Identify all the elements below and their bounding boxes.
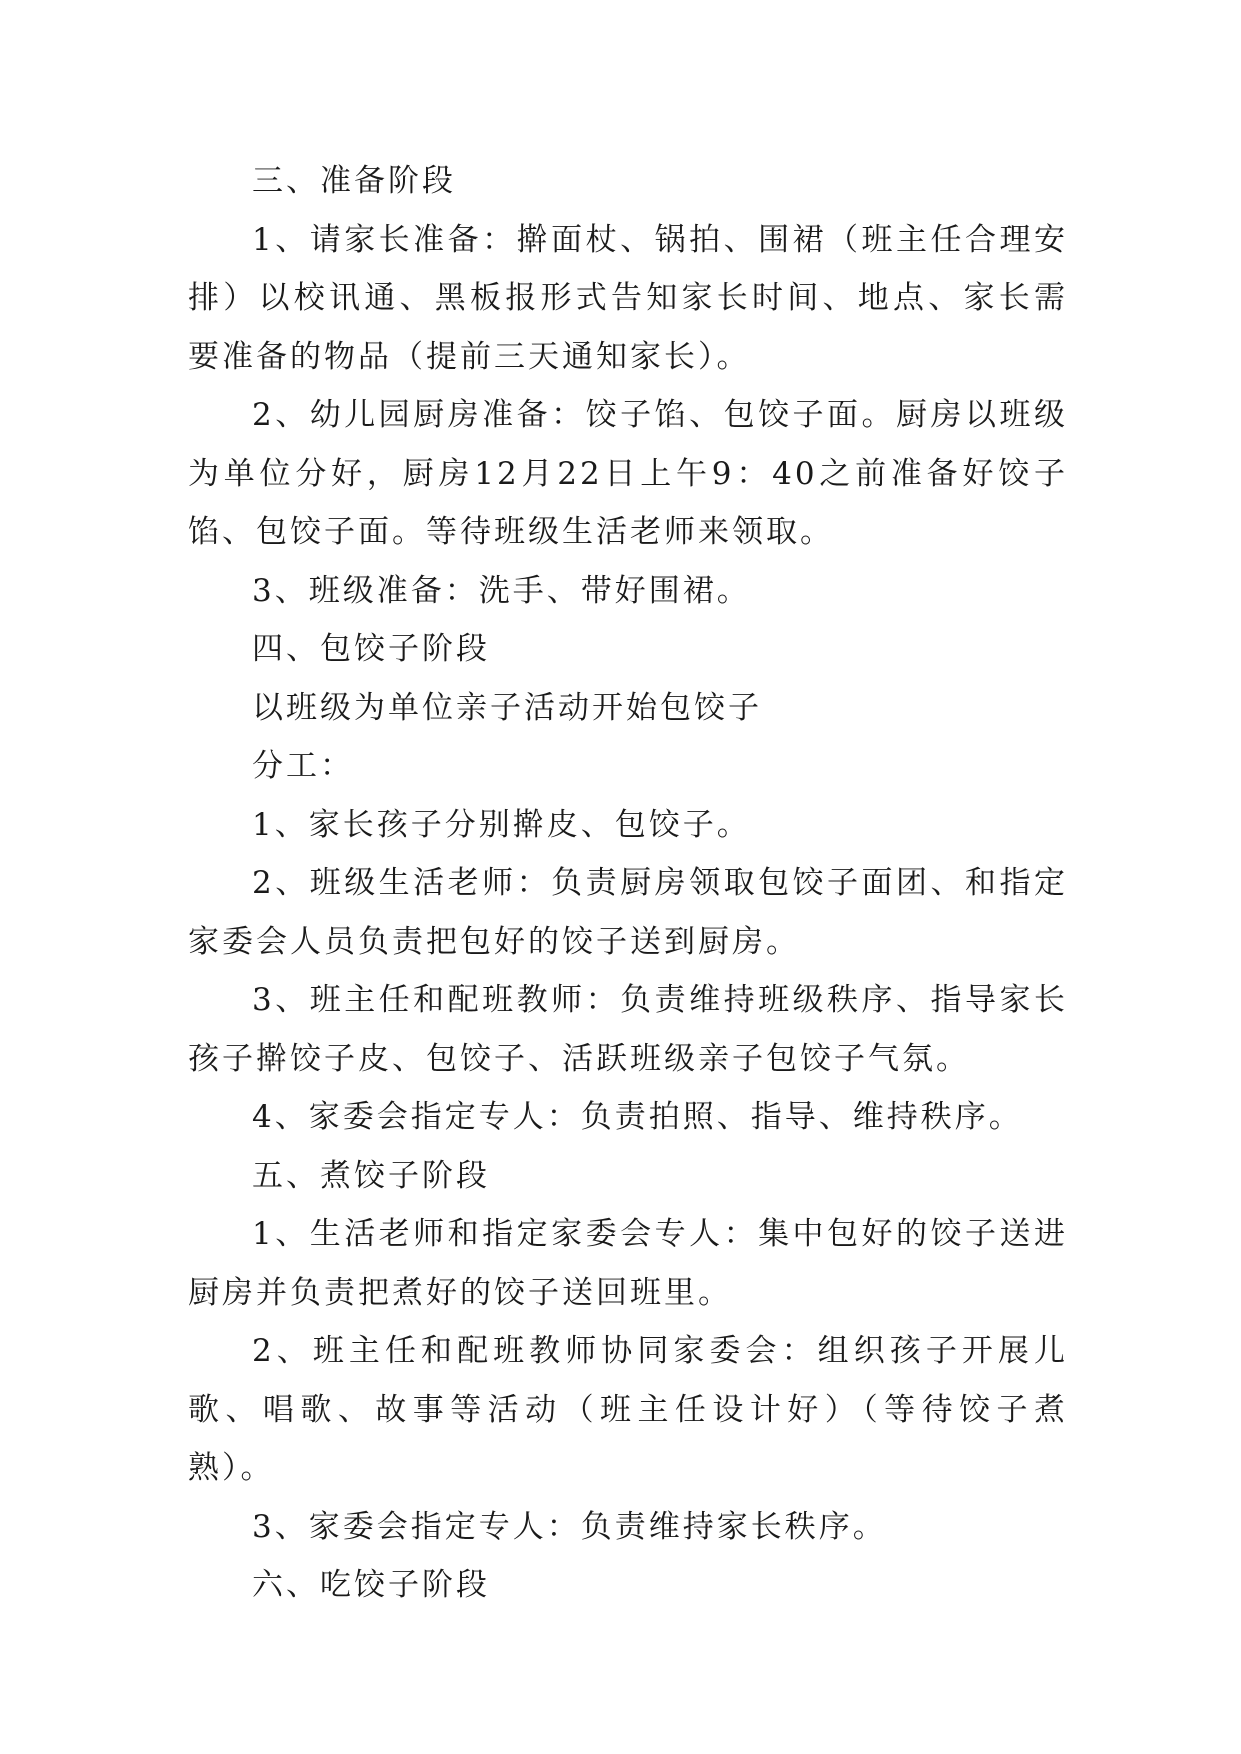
paragraph: 1、生活老师和指定家委会专人：集中包好的饺子送进厨房并负责把煮好的饺子送回班里。 xyxy=(188,1216,1068,1311)
paragraph: 1、家长孩子分别擀皮、包饺子。 xyxy=(252,806,751,843)
paragraph: 以班级为单位亲子活动开始包饺子 xyxy=(252,689,762,726)
paragraph: 分工： xyxy=(252,748,354,784)
section-heading-boiling: 五、煮饺子阶段 xyxy=(252,1157,490,1194)
paragraph: 3、班级准备：洗手、带好围裙。 xyxy=(252,572,751,609)
paragraph: 2、幼儿园厨房准备：饺子馅、包饺子面。厨房以班级为单位分好，厨房12月22日上午9：40之前准备好饺子馅、包饺子面。等待班级生活老师来领取。 xyxy=(188,397,1068,550)
paragraph: 2、班主任和配班教师协同家委会：组织孩子开展儿歌、唱歌、故事等活动（班主任设计好）（等待饺子煮熟）。 xyxy=(188,1333,1068,1486)
section-heading-preparation: 三、准备阶段 xyxy=(252,163,456,199)
section-heading-eating: 六、吃饺子阶段 xyxy=(252,1567,490,1603)
paragraph: 2、班级生活老师：负责厨房领取包饺子面团、和指定家委会人员负责把包好的饺子送到厨房。 xyxy=(188,865,1068,960)
paragraph: 3、家委会指定专人：负责维持家长秩序。 xyxy=(252,1508,887,1545)
paragraph: 4、家委会指定专人：负责拍照、指导、维持秩序。 xyxy=(252,1099,1023,1135)
paragraph: 1、请家长准备：擀面杖、锅拍、围裙（班主任合理安排）以校讯通、黑板报形式告知家长时间、地点、家长需要准备的物品（提前三天通知家长）。 xyxy=(188,221,1068,375)
document-body xyxy=(188,152,1068,1615)
paragraph: 3、班主任和配班教师：负责维持班级秩序、指导家长孩子擀饺子皮、包饺子、活跃班级亲子包饺子气氛。 xyxy=(188,982,1068,1077)
section-heading-wrapping: 四、包饺子阶段 xyxy=(252,631,490,667)
